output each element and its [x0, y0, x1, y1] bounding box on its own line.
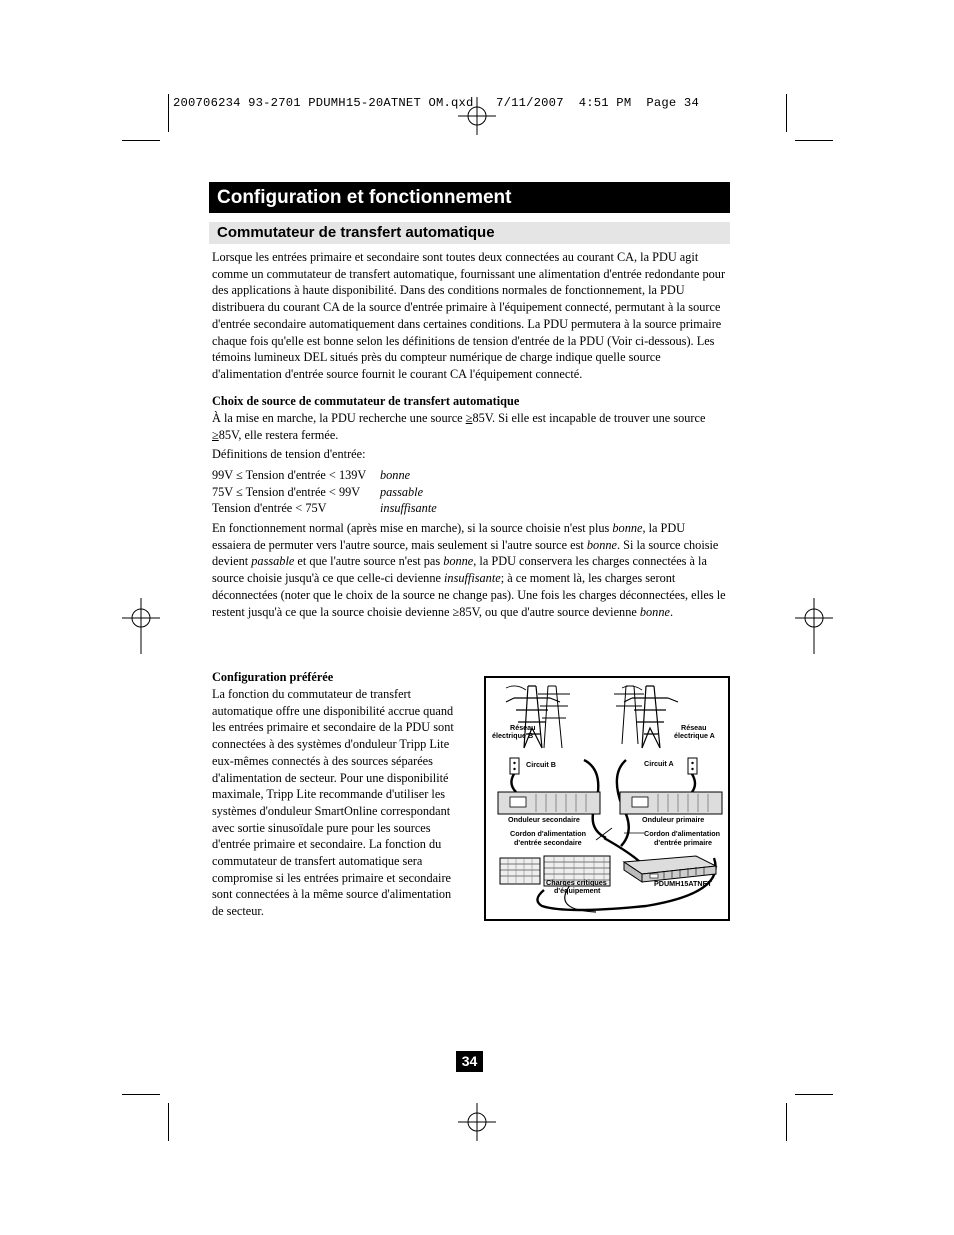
crop-mark: [168, 1103, 169, 1141]
cord-primary-label: d'entrée primaire: [654, 838, 713, 847]
grid-a-label: Réseau: [681, 723, 707, 732]
page-number: 34: [456, 1051, 483, 1072]
crop-mark: [122, 1094, 160, 1095]
intro-paragraph: Lorsque les entrées primaire et secondaire sont toutes deux connectées au courant CA, la PDU agit comme un commutateur de transfert automatique, fournissant une alimentation d'entrée redondante pour des applications à haute disponibilité. Dans des conditions normales de fonctionnement, la PDU distribuera du courant CA de la source d'entrée primaire à l'équipement connecté, permutant à la source d'entrée secondaire automatiquement dans certaines conditions. La PDU permutera à la source primaire chaque fois qu'elle est bonne selon les définitions de tension d'entrée de la PDU (Voir ci-dessous). Les témoins lumineux DEL situés près du compteur numérique de charge indique quelle source d'alimentation d'entrée source fournit le courant CA l'équipement connecté.: [212, 250, 726, 381]
subsection-title: Commutateur de transfert automatique: [209, 222, 730, 244]
ups-primary-label: Onduleur primaire: [642, 815, 705, 824]
grid-a-label: électrique A: [674, 731, 715, 740]
cord-secondary-label: d'entrée secondaire: [514, 838, 582, 847]
crop-mark: [786, 1103, 787, 1141]
outlet-b-icon: [510, 758, 519, 774]
registration-mark-icon: [458, 1103, 496, 1141]
cord-primary-label: Cordon d'alimentation: [644, 829, 720, 838]
section-title: Configuration et fonctionnement: [209, 182, 730, 213]
grid-b-label: Réseau: [510, 723, 536, 732]
definition-row: 75V ≤ Tension d'entrée < 99V passable: [212, 485, 424, 499]
configuration-diagram: [484, 676, 730, 921]
definitions-intro: Définitions de tension d'entrée:: [212, 447, 366, 461]
power-tower-a-icon: [614, 686, 678, 748]
cord-secondary-label: Cordon d'alimentation: [510, 829, 586, 838]
ups-secondary-label: Onduleur secondaire: [508, 815, 580, 824]
outlet-a-icon: [688, 758, 697, 774]
crop-mark: [122, 140, 160, 141]
grid-b-label: électrique B: [492, 731, 534, 740]
ups-primary-icon: [620, 792, 722, 814]
crop-mark: [786, 94, 787, 132]
definition-row: Tension d'entrée < 75V insuffisante: [212, 501, 437, 515]
choice-heading: Choix de source de commutateur de transfert automatique: [212, 394, 520, 408]
registration-mark-icon: [458, 97, 496, 135]
crop-mark: [795, 140, 833, 141]
loads-label: Charges critiques: [546, 878, 607, 887]
circuit-b-label: Circuit B: [526, 760, 556, 769]
registration-mark-icon: [122, 598, 160, 654]
crop-mark: [795, 1094, 833, 1095]
crop-mark: [168, 94, 169, 132]
circuit-a-label: Circuit A: [644, 759, 674, 768]
operation-paragraph: En fonctionnement normal (après mise en marche), si la source choisie n'est plus bonne, la PDU essaiera de permuter vers l'autre source, mais seulement si l'autre source est bonne. Si la source choisie devient passable et que l'autre source n'est pas bonne, la PDU conservera les charges connectées à la source choisie jusqu'à ce que celle-ci devienne insuffisante; à ce moment là, les charges seront déconnectées (noter que le choix de la source ne change pas). Une fois les charges déconnectées, elles le restent jusqu'à ce que la source choisie devienne ≥85V, ou que d'autre source devienne bonne.: [212, 521, 726, 619]
registration-mark-icon: [795, 598, 833, 654]
pdu-model-label: PDUMH15ATNET: [654, 879, 712, 888]
choice-paragraph: À la mise en marche, la PDU recherche une source ≥85V. Si elle est incapable de trouver une source ≥85V, elle restera fermée.: [212, 411, 706, 442]
preferred-heading: Configuration préférée: [212, 670, 334, 684]
printer-slug: 200706234 93-2701 PDUMH15-20ATNET OM.qxd 7/11/2007 4:51 PM Page 34: [173, 96, 699, 110]
ups-secondary-icon: [498, 792, 600, 814]
preferred-paragraph: La fonction du commutateur de transfert automatique offre une disponibilité accrue quand les entrées primaire et secondaire de la PDU sont connectées à des systèmes d'onduleur Tripp Lite eux-mêmes connectés à des sources séparées d'alimentation de secteur. Pour une disponibilité maximale, Tripp Lite recommande d'utiliser les systèmes d'onduleur SmartOnline correspondant avec sortie sinusoïdale pure pour les sources d'entrée primaire et secondaire. La fonction du commutateur de transfert automatique sera compromise si les entrées primaire et secondaire sont connectées à la même source d'alimentation de secteur.: [212, 687, 454, 919]
diagram-illustration: [486, 678, 728, 919]
loads-label: d'équipement: [554, 886, 601, 895]
definition-row: 99V ≤ Tension d'entrée < 139V bonne: [212, 468, 411, 482]
